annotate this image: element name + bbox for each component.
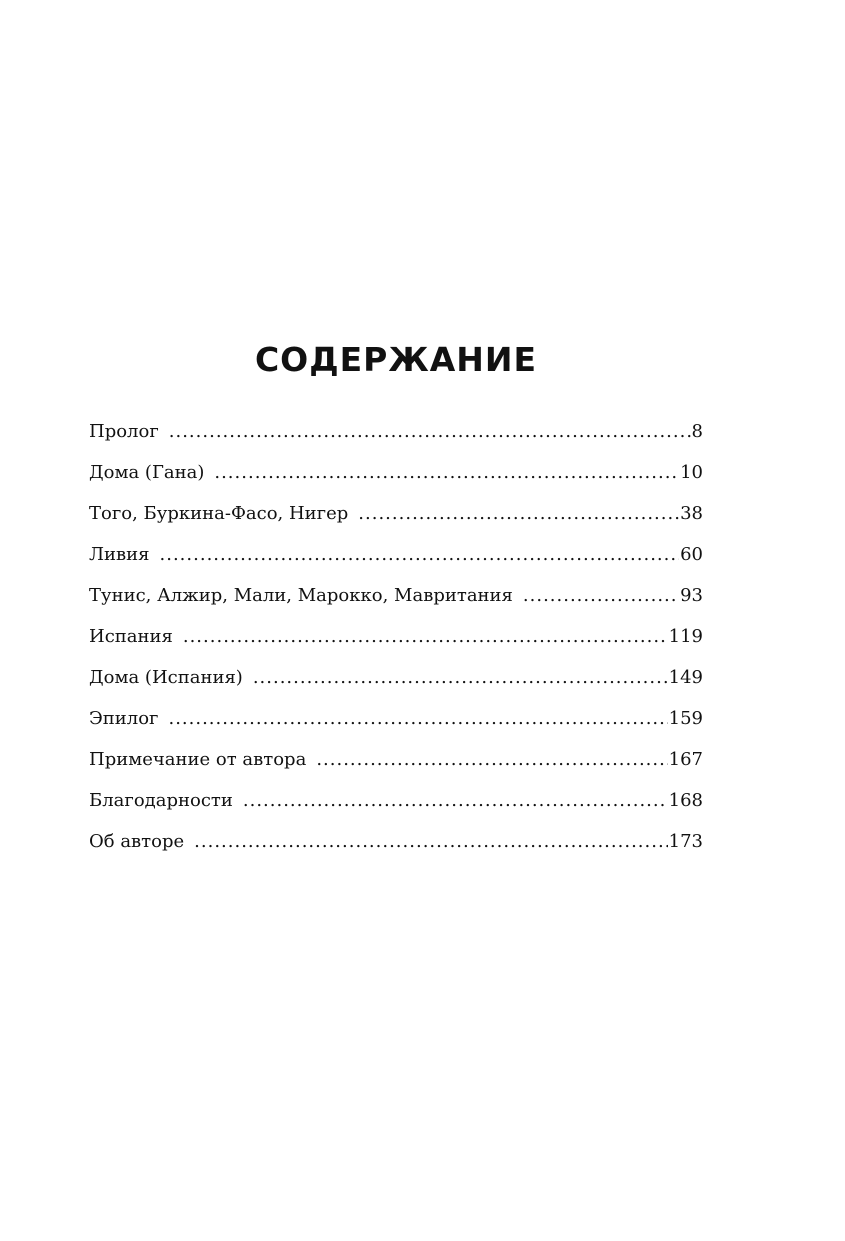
toc-entry-page: 8 — [691, 421, 703, 442]
toc-entry-label: Благодарности — [89, 790, 233, 811]
dot-leader — [253, 662, 668, 694]
toc-entry-label: Ливия — [89, 544, 150, 565]
dot-leader — [316, 744, 667, 776]
dot-leader — [183, 621, 668, 653]
toc-entry-page: 60 — [680, 544, 703, 565]
toc-entry — [89, 703, 703, 744]
toc-entry — [89, 457, 703, 498]
toc-entry-page: 149 — [668, 667, 703, 688]
toc-entry-label: Примечание от автора — [89, 749, 307, 770]
table-of-contents — [89, 416, 703, 867]
toc-entry — [89, 785, 703, 826]
dot-leader — [243, 785, 668, 817]
toc-entry-page: 93 — [680, 585, 703, 606]
toc-entry-page: 119 — [668, 626, 703, 647]
toc-entry-label: Тунис, Алжир, Мали, Марокко, Мавритания — [89, 585, 513, 606]
toc-entry-page: 10 — [680, 462, 703, 483]
toc-entry — [89, 498, 703, 539]
dot-leader — [214, 457, 679, 489]
dot-leader — [523, 580, 679, 612]
dot-leader — [160, 539, 680, 571]
toc-entry — [89, 662, 703, 703]
dot-leader — [169, 416, 691, 448]
toc-entry-page: 38 — [680, 503, 703, 524]
toc-entry-label: Пролог — [89, 421, 159, 442]
toc-entry-label: Дома (Испания) — [89, 667, 243, 688]
page-title: СОДЕРЖАНИЕ — [254, 340, 538, 379]
toc-entry — [89, 826, 703, 867]
toc-entry-page: 173 — [668, 831, 703, 852]
toc-entry — [89, 621, 703, 662]
dot-leader — [168, 703, 667, 735]
toc-entry-page: 168 — [668, 790, 703, 811]
toc-entry-label: Того, Буркина-Фасо, Нигер — [89, 503, 349, 524]
dot-leader — [358, 498, 679, 530]
toc-entry-page: 167 — [668, 749, 703, 770]
toc-entry — [89, 744, 703, 785]
toc-entry-label: Об авторе — [89, 831, 185, 852]
toc-entry — [89, 580, 703, 621]
dot-leader — [194, 826, 667, 858]
toc-entry-label: Дома (Гана) — [89, 462, 205, 483]
toc-entry — [89, 416, 703, 457]
toc-entry-label: Эпилог — [89, 708, 159, 729]
toc-entry — [89, 539, 703, 580]
toc-entry-label: Испания — [89, 626, 173, 647]
toc-entry-page: 159 — [668, 708, 703, 729]
